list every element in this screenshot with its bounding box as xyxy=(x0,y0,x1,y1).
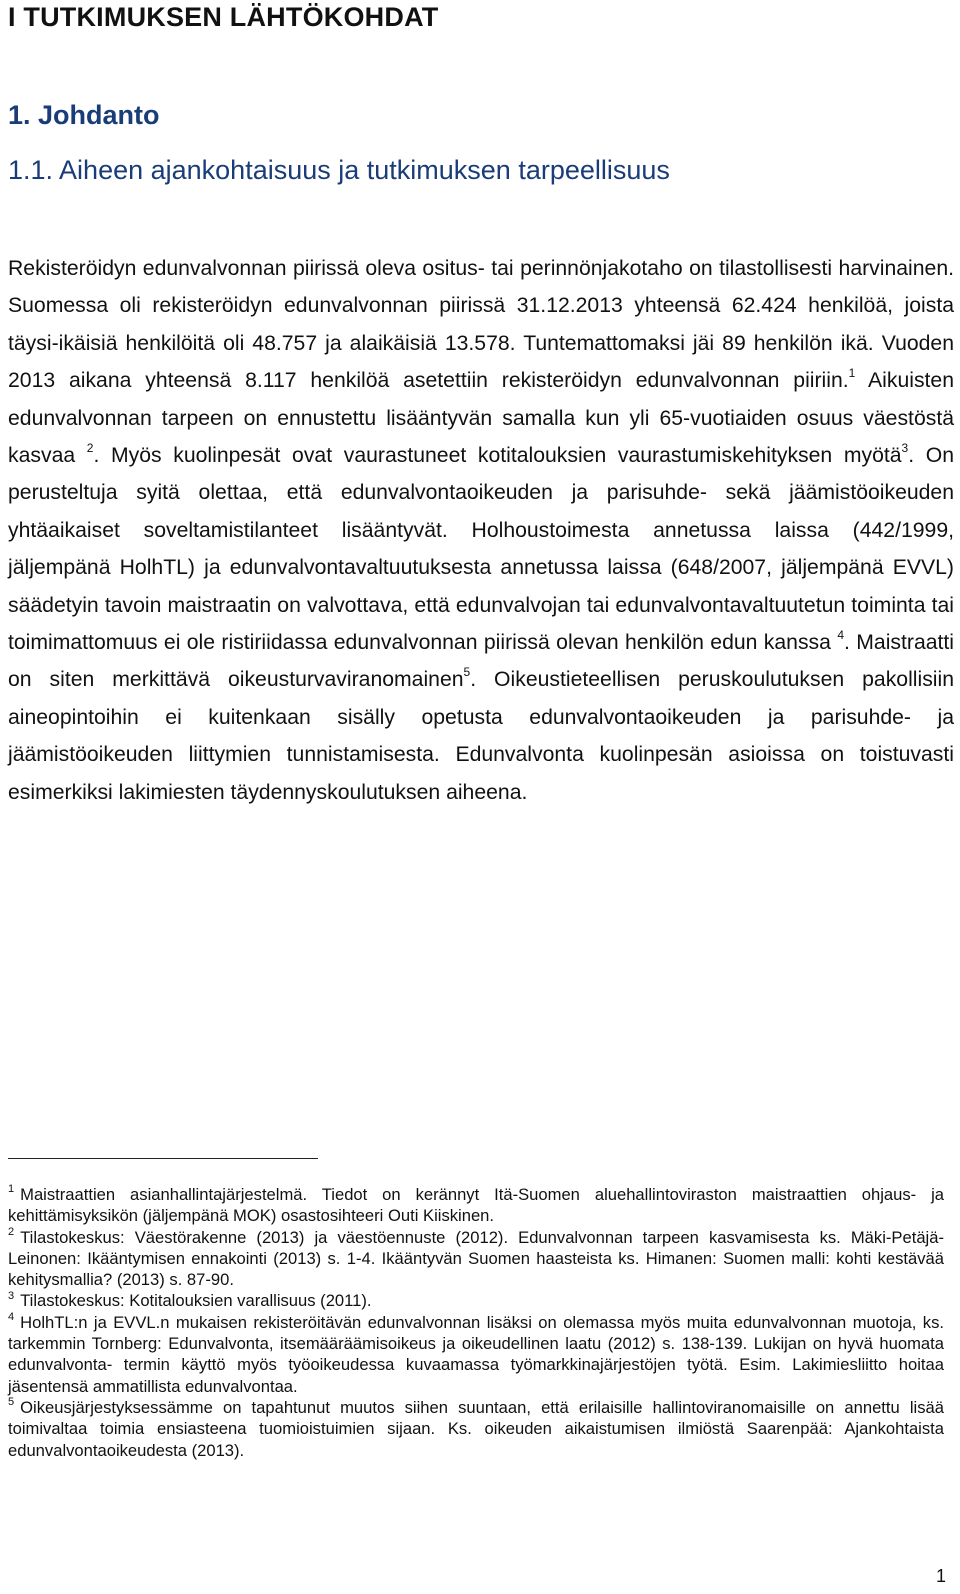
page-number: 1 xyxy=(935,1566,946,1586)
footnote xyxy=(8,1397,944,1461)
footnote xyxy=(8,1312,944,1397)
paragraph-text: Rekisteröidyn edunvalvonnan piirissä oleva ositus- tai perinnönjakotaho on tilastollisesti harvinainen. Suomessa oli rekisteröidyn edunvalvonnan piirissä 31.12.2013 yhteensä 62.424 henkilöä, joista täysi-ikäisiä henkilöitä oli 48.757 ja alaikäisiä 13.578. Tuntemattomaksi jäi 89 henkilön ikä. Vuoden 2013 aikana yhteensä 8.117 henkilöä asetettiin rekisteröidyn edunvalvonnan piiriin. xyxy=(8,257,954,393)
body-paragraph xyxy=(8,250,954,811)
chapter-title: I TUTKIMUKSEN LÄHTÖKOHDAT xyxy=(8,2,439,32)
footnote-text: Tilastokeskus: Väestörakenne (2013) ja väestöennuste (2012). Edunvalvonnan tarpeen kasvamisesta ks. Mäki-Petäjä-Leinonen: Ikääntymisen ennakointi (2013) s. 1-4. Ikääntyvän Suomen haasteista ks. Himanen: Suomen malli: kohti kestävää kehitysmallia? (2013) s. 87-90. xyxy=(8,1227,944,1290)
footnote-text: HolhTL:n ja EVVL.n mukaisen rekisteröitävän edunvalvonnan lisäksi on olemassa myös muita edunvalvonnan muotoja, ks. tarkemmin Tornberg: Edunvalvonta, itsemääräämisoikeus ja oikeudellinen laatu (2012) s. 138-139. Lukijan on hyvä huomata edunvalvonta- termin käyttö myös työoikeudessa kuvaamassa työmarkkinajärjestöjen työtä. Esim. Lakimiesliitto hoitaa jäsentensä ammatillista edunvalvontaa. xyxy=(8,1312,944,1396)
footnote-number: 1 xyxy=(8,1183,15,1196)
footnote-number: 5 xyxy=(8,1396,15,1409)
paragraph-text: Aikuisten edunvalvonnan tarpeen on ennustettu lisääntyvän samalla kun yli 65-vuotiaiden osuus väestöstä kasvaa xyxy=(8,369,954,468)
footnote xyxy=(8,1290,944,1311)
footnote-number: 4 xyxy=(8,1311,15,1324)
paragraph-text: . Maistraatti on siten merkittävä oikeusturvaviranomainen xyxy=(8,631,955,692)
footnote-ref-1[interactable]: 1 xyxy=(848,366,856,381)
footnote-ref-5[interactable]: 5 xyxy=(463,665,471,680)
footnote-ref-3[interactable]: 3 xyxy=(901,440,909,455)
footnote xyxy=(8,1227,944,1291)
paragraph-text: . Oikeustieteellisen peruskoulutuksen pakollisiin aineopintoihin ei kuitenkaan sisälly opetusta edunvalvontaoikeuden ja parisuhde- ja jäämistöoikeuden liittymien tunnistamisesta. Edunvalvonta kuolinpesän asioissa on toistuvasti esimerkiksi lakimiesten täydennyskoulutuksen aiheena. xyxy=(8,668,954,804)
subsection-heading: 1.1. Aiheen ajankohtaisuus ja tutkimuksen tarpeellisuus xyxy=(8,155,670,185)
footnote-number: 3 xyxy=(8,1289,15,1302)
footnote-text: Tilastokeskus: Kotitalouksien varallisuus (2011). xyxy=(20,1291,372,1311)
footnote-separator xyxy=(8,1158,318,1159)
footnote xyxy=(8,1184,944,1227)
footnote-ref-2[interactable]: 2 xyxy=(86,440,94,455)
footnote-number: 2 xyxy=(8,1226,15,1239)
footnote-ref-4[interactable]: 4 xyxy=(837,628,845,642)
footnote-text: Oikeusjärjestyksessämme on tapahtunut muutos siihen suuntaan, että erilaisille hallintoviranomaisille on annettu lisää toimivaltaa toimia ensiasteena tuomioistuimien sijaan. Ks. oikeuden aikaistumisen ilmiöstä Saarenpää: Ajankohtaista edunvalvontaoikeudesta (2013). xyxy=(8,1397,944,1460)
section-heading: 1. Johdanto xyxy=(8,100,160,130)
footnote-text: Maistraattien asianhallintajärjestelmä. Tiedot on kerännyt Itä-Suomen aluehallintoviraston maistraattien ohjaus- ja kehittämisyksikön (jäljempänä MOK) osastosihteeri Outi Kiiskinen. xyxy=(8,1185,944,1226)
footnotes xyxy=(8,1184,944,1461)
paragraph-text: . Myös kuolinpesät ovat vaurastuneet kotitalouksien vaurastumiskehityksen myötä xyxy=(93,444,902,468)
paragraph-text: . On perusteltuja syitä olettaa, että edunvalvontaoikeuden ja parisuhde- sekä jäämistöoikeuden yhtäaikaiset soveltamistilanteet lisääntyvät. Holhoustoimesta annetussa laissa (442/1999, jäljempänä HolhTL) ja edunvalvontavaltuutuksesta annetussa laissa (648/2007, jäljempänä EVVL) säädetyin tavoin maistraatin on valvottava, että edunvalvojan tai edunvalvontavaltuutetun toiminta tai toimimattomuus ei ole ristiriidassa edunvalvonnan piirissä olevan henkilön edun kanssa xyxy=(8,444,955,655)
